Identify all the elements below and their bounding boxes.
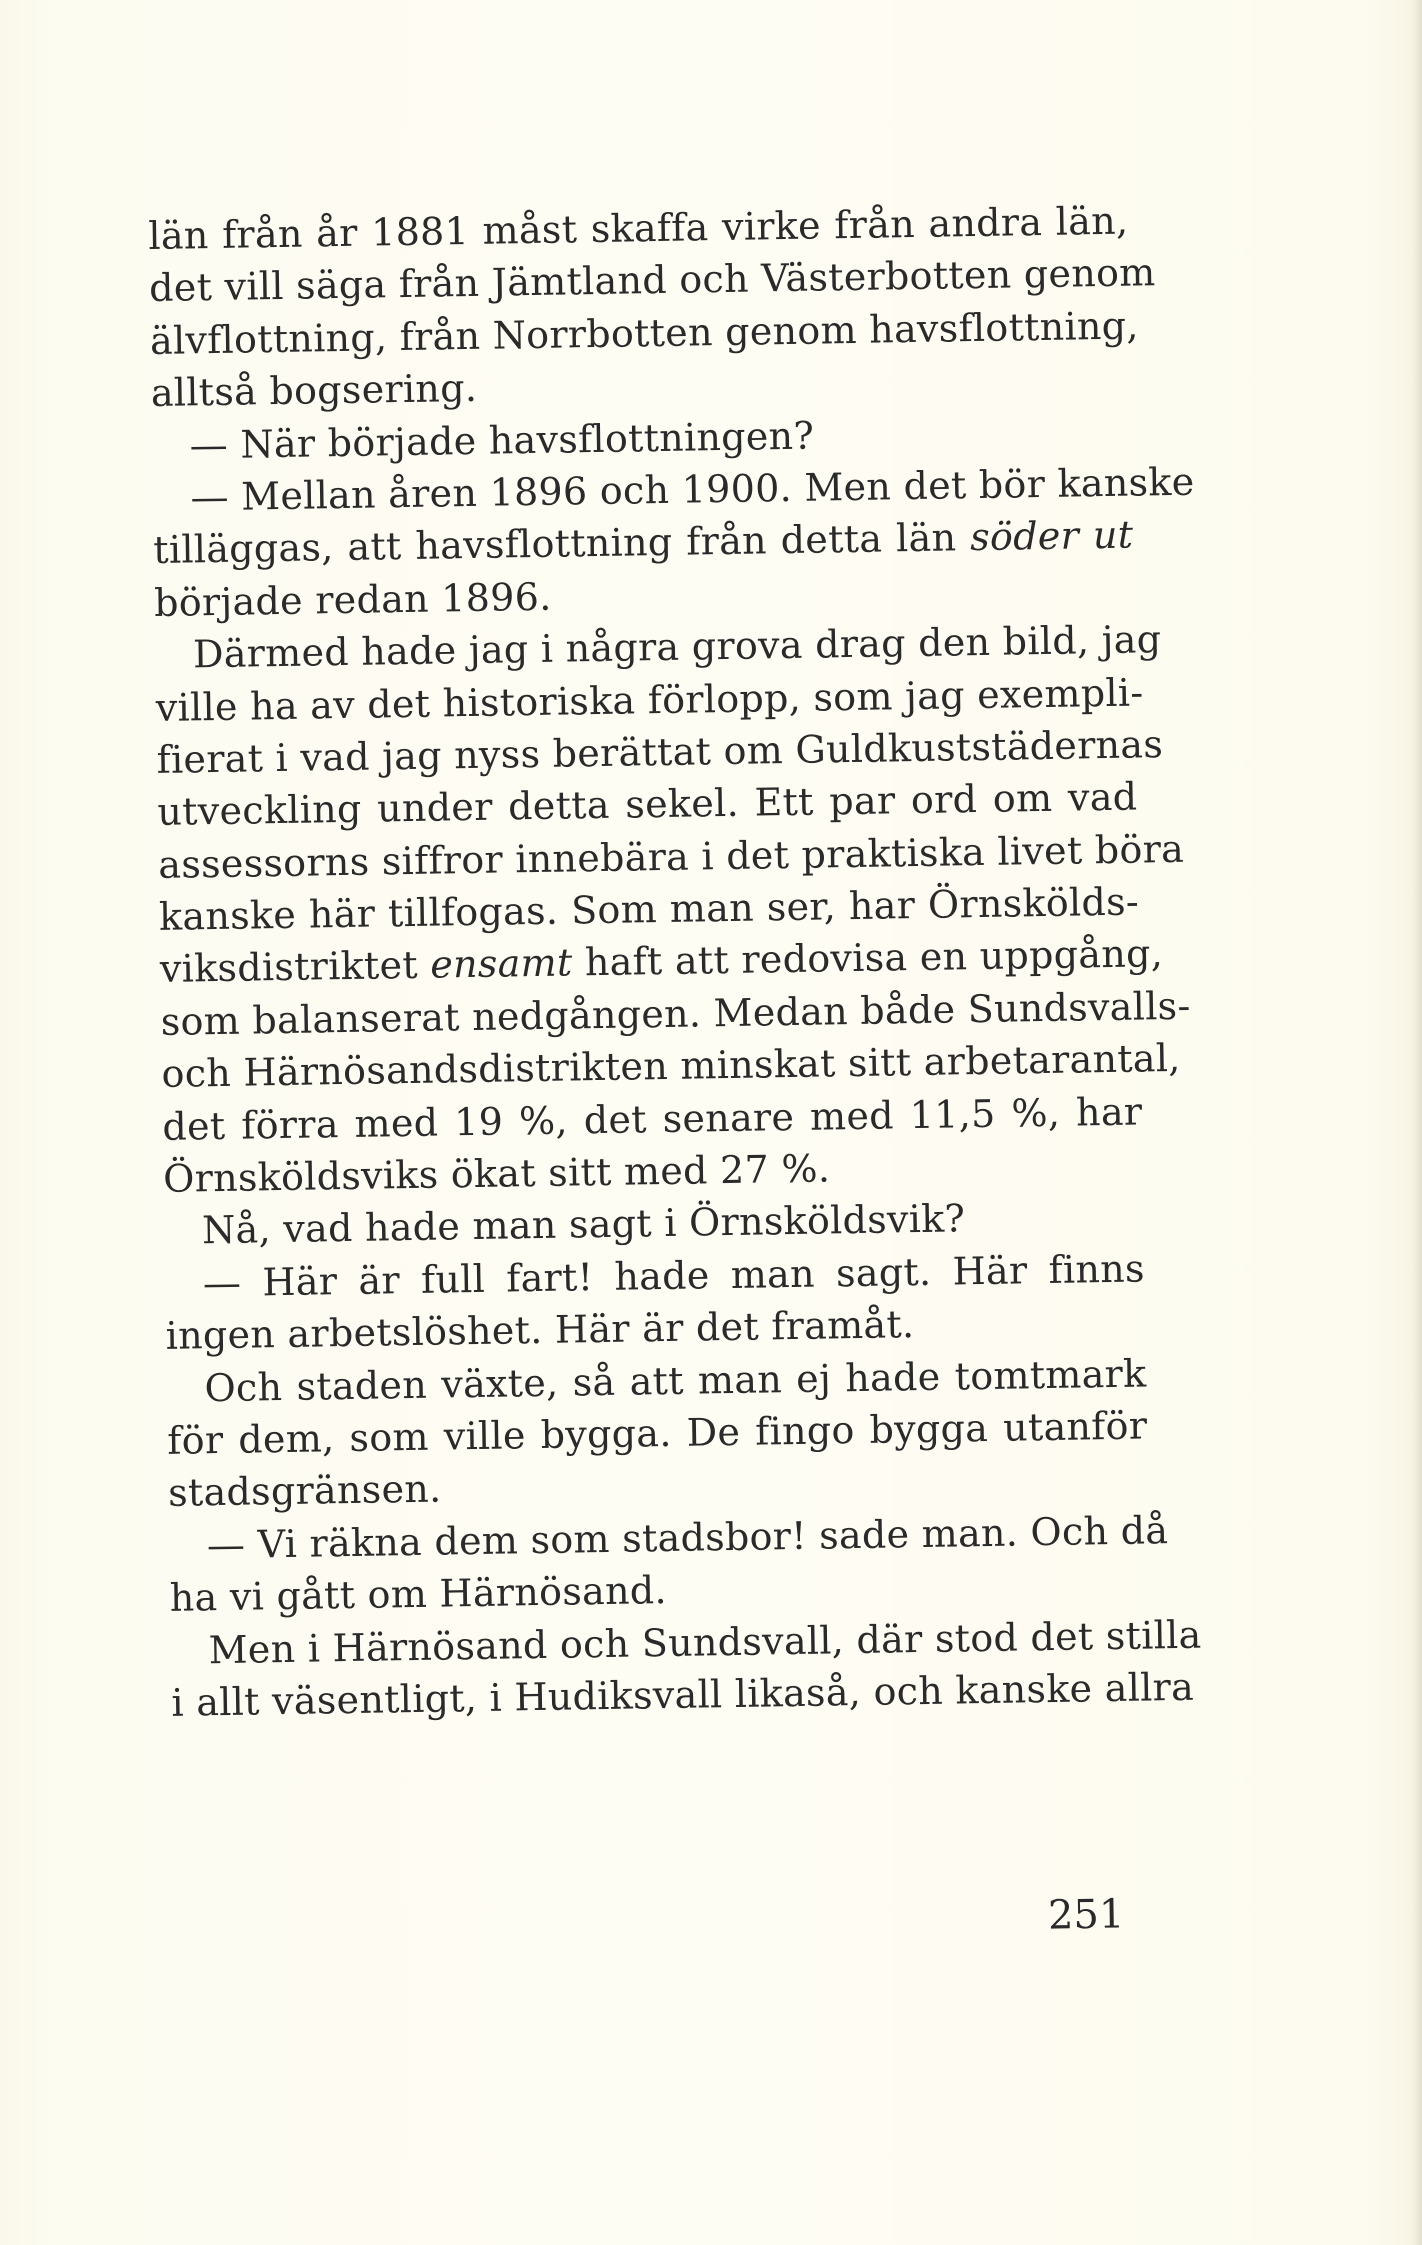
text-line: ha vi gått om Härnösand.	[169, 1568, 668, 1620]
text-line: i allt väsentligt, i Hudiksvall likaså, och kanske allra	[171, 1664, 1195, 1725]
italic-emphasis: ensamt	[429, 940, 573, 988]
text-line: Men i Härnösand och Sundsvall, där stod det stilla	[208, 1612, 1202, 1672]
text-segment: tilläggas, att havsflottning från detta län	[153, 515, 957, 573]
text-line: och Härnösandsdistrikten minskat sitt arbetarantal,	[161, 1036, 1181, 1097]
text-line: det förra med 19 %, det senare med 11,5 %, har	[162, 1089, 1143, 1149]
text-line: — Mellan åren 1896 och 1900. Men det bör kanske	[190, 459, 1195, 520]
text-line: assessorns siffror innebära i det praktiska livet böra	[157, 826, 1185, 887]
text-line: Örnsköldsviks ökat sitt med 27 %.	[162, 1146, 831, 1201]
text-line: Nå, vad hade man sagt i Örnsköldsvik?	[201, 1196, 966, 1253]
text-line: alltså bogsering.	[150, 366, 478, 416]
text-line: det vill säga från Jämtland och Västerbotten genom	[148, 250, 1156, 311]
text-line: ingen arbetslöshet. Här är det framåt.	[165, 1302, 915, 1359]
text-line: ville ha av det historiska förlopp, som jag exempli-	[155, 669, 1144, 730]
italic-emphasis: söder ut	[969, 512, 1134, 560]
text-line: — Vi räkna dem som stadsbor! sade man. Och då	[206, 1507, 1169, 1568]
text-line: stadsgränsen.	[167, 1466, 442, 1516]
text-line: fierat i vad jag nyss berättat om Guldkuststädernas	[156, 722, 1164, 782]
text-line: kanske här tillfogas. Som man ser, har Örnskölds-	[158, 879, 1140, 939]
text-segment: viksdistriktet	[159, 943, 419, 992]
text-line: Och staden växte, så att man ej hade tomtmark	[204, 1351, 1147, 1410]
page-number: 251	[1047, 1891, 1125, 1939]
body-text	[148, 195, 1202, 1730]
page-edge-shadow	[1412, 0, 1422, 2245]
text-line: älvflottning, från Norrbotten genom havsflottning,	[149, 303, 1139, 363]
text-segment: haft att redovisa en uppgång,	[584, 931, 1164, 985]
text-line: för dem, som ville bygga. De fingo bygga utanför	[166, 1403, 1148, 1463]
text-line: — Här är full fart! hade man sagt. Här finns	[202, 1246, 1146, 1306]
text-line: började redan 1896.	[153, 574, 552, 625]
text-line: utveckling under detta sekel. Ett par ord om vad	[157, 774, 1138, 835]
text-line: län från år 1881 måst skaffa virke från andra län,	[148, 198, 1129, 258]
text-line: Därmed hade jag i några grova drag den bild, jag	[192, 617, 1162, 677]
text-line: — När började havsflottningen?	[189, 413, 815, 467]
text-line: som balanserat nedgången. Medan både Sundsvalls-	[160, 983, 1191, 1044]
